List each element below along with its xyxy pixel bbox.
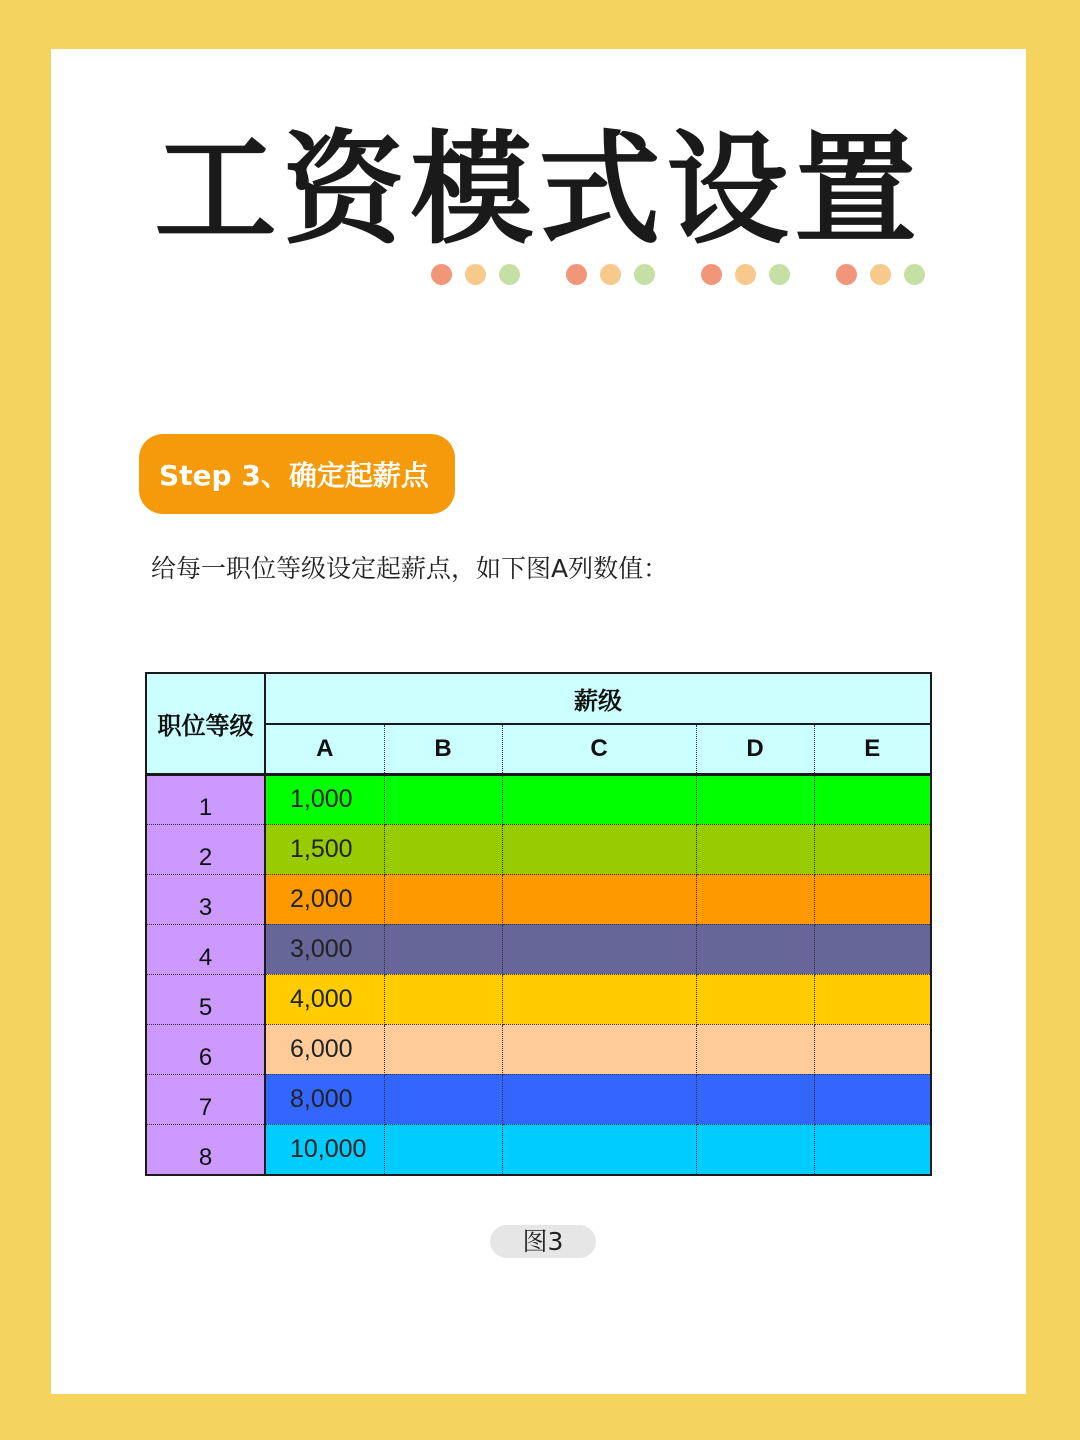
grade-cell: 2 bbox=[147, 824, 265, 874]
dot bbox=[836, 264, 857, 285]
cell-c[interactable] bbox=[502, 1124, 696, 1174]
cell-e[interactable] bbox=[814, 1074, 930, 1124]
grade-cell: 7 bbox=[147, 1074, 265, 1124]
cell-a[interactable]: 8,000 bbox=[265, 1074, 384, 1124]
cell-e[interactable] bbox=[814, 974, 930, 1024]
cell-b[interactable] bbox=[384, 824, 502, 874]
grade-cell: 5 bbox=[147, 974, 265, 1024]
cell-a[interactable]: 2,000 bbox=[265, 874, 384, 924]
cell-c[interactable] bbox=[502, 774, 696, 824]
dot bbox=[465, 264, 486, 285]
table-row bbox=[147, 1074, 930, 1124]
dot bbox=[566, 264, 587, 285]
column-header-a: A bbox=[265, 724, 384, 774]
salary-grade-table bbox=[145, 672, 932, 1176]
cell-c[interactable] bbox=[502, 1024, 696, 1074]
cell-e[interactable] bbox=[814, 1024, 930, 1074]
cell-c[interactable] bbox=[502, 924, 696, 974]
dot-group bbox=[566, 264, 655, 285]
dot bbox=[769, 264, 790, 285]
cell-d[interactable] bbox=[696, 1024, 814, 1074]
grade-cell: 6 bbox=[147, 1024, 265, 1074]
table-row bbox=[147, 774, 930, 824]
dot bbox=[735, 264, 756, 285]
column-header-b: B bbox=[384, 724, 502, 774]
table-row bbox=[147, 874, 930, 924]
step-description: 给每一职位等级设定起薪点，如下图A列数值： bbox=[151, 554, 669, 583]
step-badge: Step 3、确定起薪点 bbox=[139, 434, 455, 514]
dot bbox=[904, 264, 925, 285]
cell-d[interactable] bbox=[696, 824, 814, 874]
cell-b[interactable] bbox=[384, 1074, 502, 1124]
cell-a[interactable]: 4,000 bbox=[265, 974, 384, 1024]
table-row bbox=[147, 924, 930, 974]
dot bbox=[701, 264, 722, 285]
grade-header: 职位等级 bbox=[147, 674, 265, 774]
cell-d[interactable] bbox=[696, 1074, 814, 1124]
cell-d[interactable] bbox=[696, 1124, 814, 1174]
cell-b[interactable] bbox=[384, 874, 502, 924]
cell-d[interactable] bbox=[696, 924, 814, 974]
dot bbox=[431, 264, 452, 285]
column-header-c: C bbox=[502, 724, 696, 774]
grade-cell: 4 bbox=[147, 924, 265, 974]
cell-b[interactable] bbox=[384, 924, 502, 974]
cell-a[interactable]: 1,500 bbox=[265, 824, 384, 874]
salary-header: 薪级 bbox=[265, 674, 930, 724]
cell-b[interactable] bbox=[384, 774, 502, 824]
cell-b[interactable] bbox=[384, 1024, 502, 1074]
cell-e[interactable] bbox=[814, 924, 930, 974]
decorative-dots bbox=[431, 264, 971, 285]
table-row bbox=[147, 1124, 930, 1174]
dot bbox=[499, 264, 520, 285]
grade-cell: 8 bbox=[147, 1124, 265, 1174]
cell-e[interactable] bbox=[814, 774, 930, 824]
cell-a[interactable]: 10,000 bbox=[265, 1124, 384, 1174]
cell-b[interactable] bbox=[384, 1124, 502, 1174]
table-row bbox=[147, 824, 930, 874]
dot bbox=[870, 264, 891, 285]
column-header-e: E bbox=[814, 724, 930, 774]
grade-cell: 3 bbox=[147, 874, 265, 924]
cell-c[interactable] bbox=[502, 1074, 696, 1124]
page-title: 工资模式设置 bbox=[154, 117, 923, 261]
dot-group bbox=[431, 264, 520, 285]
table-row bbox=[147, 974, 930, 1024]
dot-group bbox=[836, 264, 925, 285]
column-header-d: D bbox=[696, 724, 814, 774]
cell-c[interactable] bbox=[502, 824, 696, 874]
cell-e[interactable] bbox=[814, 1124, 930, 1174]
dot bbox=[634, 264, 655, 285]
cell-b[interactable] bbox=[384, 974, 502, 1024]
cell-a[interactable]: 1,000 bbox=[265, 774, 384, 824]
cell-a[interactable]: 6,000 bbox=[265, 1024, 384, 1074]
cell-e[interactable] bbox=[814, 874, 930, 924]
cell-d[interactable] bbox=[696, 774, 814, 824]
cell-c[interactable] bbox=[502, 974, 696, 1024]
figure-caption: 图3 bbox=[490, 1225, 596, 1258]
dot-group bbox=[701, 264, 790, 285]
grade-cell: 1 bbox=[147, 774, 265, 824]
content-card bbox=[51, 49, 1026, 1394]
cell-d[interactable] bbox=[696, 974, 814, 1024]
dot bbox=[600, 264, 621, 285]
cell-e[interactable] bbox=[814, 824, 930, 874]
cell-c[interactable] bbox=[502, 874, 696, 924]
cell-a[interactable]: 3,000 bbox=[265, 924, 384, 974]
cell-d[interactable] bbox=[696, 874, 814, 924]
table-row bbox=[147, 1024, 930, 1074]
